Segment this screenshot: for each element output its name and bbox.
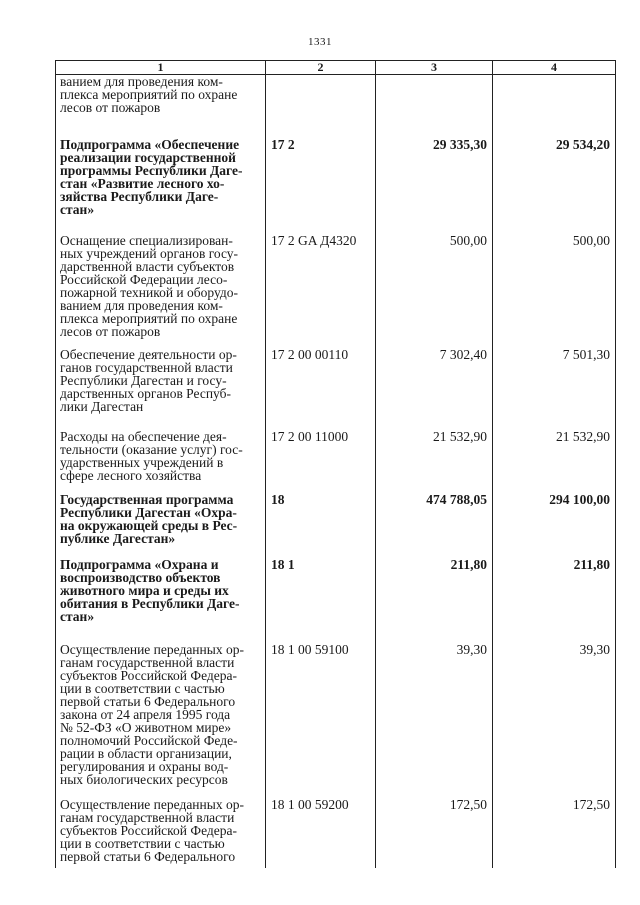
code-cell: 17 2 00 11000 [266, 430, 376, 493]
item-name-line: ванием для проведения ком- [60, 74, 223, 89]
item-name-line: плекса мероприятий по охране [60, 310, 238, 326]
table-row [56, 138, 616, 234]
item-name-line: ции в соответствии с частью [60, 680, 225, 696]
item-name-line: ных биологических ресурсов [60, 771, 228, 787]
item-name-line: стан» [60, 201, 95, 217]
item-name-line: Оснащение специализирован- [60, 232, 233, 248]
column-header-4: 4 [493, 61, 616, 75]
amount-cell-col3: 211,80 [376, 558, 493, 643]
item-name-cell [56, 75, 266, 138]
item-name-cell [56, 138, 266, 234]
table-row [56, 430, 616, 493]
item-name-line: плекса мероприятий по охране [60, 87, 238, 102]
item-name-line: субъектов Российской Федера- [60, 667, 237, 683]
item-name-line: Российской Федерации лесо- [60, 271, 228, 287]
item-name-line: Подпрограмма «Обеспечение [60, 136, 240, 152]
item-name-line: ударственных учреждений в [60, 454, 224, 470]
item-name-line: Подпрограмма «Охрана и [60, 556, 219, 572]
item-name-line: ганов государственной власти [60, 359, 233, 375]
item-name-line: Осуществление переданных ор- [60, 796, 244, 812]
item-name-line: регулирования и охраны вод- [60, 758, 229, 774]
item-name-line: дарственной власти субъектов [60, 258, 235, 274]
table-row [56, 348, 616, 430]
code-cell: 18 [266, 493, 376, 558]
item-name-line: рации в области организации, [60, 745, 232, 761]
page-number: 1331 [308, 36, 332, 48]
amount-cell-col4 [493, 75, 616, 138]
item-name-cell [56, 558, 266, 643]
item-name-line: № 52-ФЗ «О животном мире» [60, 719, 232, 735]
code-cell [266, 75, 376, 138]
amount-cell-col4: 21 532,90 [493, 430, 616, 493]
amount-cell-col4: 500,00 [493, 234, 616, 348]
item-name-line: ции в соответствии с частью [60, 835, 225, 851]
item-name-line: дарственных органов Респуб- [60, 385, 231, 401]
item-name-line: стан «Развитие лесного хо- [60, 175, 225, 191]
table-row [56, 643, 616, 798]
amount-cell-col3 [376, 75, 493, 138]
item-name-line: субъектов Российской Федера- [60, 822, 237, 838]
item-name-line: Расходы на обеспечение дея- [60, 428, 227, 444]
code-cell: 18 1 [266, 558, 376, 643]
item-name-line: Государственная программа [60, 491, 234, 507]
item-name-line: первой статьи 6 Федерального [60, 848, 236, 864]
item-name-line: стан» [60, 608, 95, 624]
amount-cell-col4: 29 534,20 [493, 138, 616, 234]
item-name-line: пожарной техникой и оборудо- [60, 284, 238, 300]
item-name-line: на окружающей среды в Рес- [60, 517, 238, 533]
item-name-cell [56, 348, 266, 430]
amount-cell-col3: 172,50 [376, 798, 493, 868]
item-name-line: обитания в Республики Даге- [60, 595, 240, 611]
item-name-line: лики Дагестан [60, 398, 144, 414]
column-header-3: 3 [376, 61, 493, 75]
amount-cell-col4: 172,50 [493, 798, 616, 868]
amount-cell-col3: 29 335,30 [376, 138, 493, 234]
item-name-line: Республики Дагестан и госу- [60, 372, 227, 388]
item-name-cell [56, 234, 266, 348]
item-name-line: реализации государственной [60, 149, 236, 165]
item-name-line: воспроизводство объектов [60, 569, 221, 585]
item-name-line: тельности (оказание услуг) гос- [60, 441, 243, 457]
code-cell: 18 1 00 59200 [266, 798, 376, 868]
amount-cell-col4: 39,30 [493, 643, 616, 798]
item-name-line: Обеспечение деятельности ор- [60, 346, 237, 362]
item-name-cell [56, 430, 266, 493]
amount-cell-col3: 7 302,40 [376, 348, 493, 430]
item-name-line: ных учреждений органов госу- [60, 245, 239, 261]
column-header-1: 1 [56, 61, 266, 75]
item-name-line: ганам государственной власти [60, 809, 235, 825]
amount-cell-col4: 211,80 [493, 558, 616, 643]
item-name-line: Республики Дагестан «Охра- [60, 504, 237, 520]
table-row [56, 798, 616, 868]
amount-cell-col3: 500,00 [376, 234, 493, 348]
code-cell: 18 1 00 59100 [266, 643, 376, 798]
amount-cell-col3: 39,30 [376, 643, 493, 798]
table-row [56, 493, 616, 558]
code-cell: 17 2 GA Д4320 [266, 234, 376, 348]
item-name-cell [56, 798, 266, 868]
table-row [56, 558, 616, 643]
amount-cell-col3: 474 788,05 [376, 493, 493, 558]
item-name-line: сфере лесного хозяйства [60, 467, 202, 483]
table-row [56, 234, 616, 348]
budget-table [55, 60, 616, 868]
item-name-line: ванием для проведения ком- [60, 297, 223, 313]
amount-cell-col3: 21 532,90 [376, 430, 493, 493]
item-name-line: лесов от пожаров [60, 100, 161, 115]
item-name-line: Осуществление переданных ор- [60, 641, 244, 657]
table-body [56, 75, 616, 868]
amount-cell-col4: 294 100,00 [493, 493, 616, 558]
item-name-line: программы Республики Даге- [60, 162, 243, 178]
header-row [56, 61, 616, 75]
item-name-line: первой статьи 6 Федерального [60, 693, 236, 709]
item-name-line: закона от 24 апреля 1995 года [60, 706, 231, 722]
item-name-cell [56, 493, 266, 558]
amount-cell-col4: 7 501,30 [493, 348, 616, 430]
item-name-line: полномочий Российской Феде- [60, 732, 238, 748]
item-name-line: зяйства Республики Даге- [60, 188, 219, 204]
item-name-cell [56, 643, 266, 798]
code-cell: 17 2 [266, 138, 376, 234]
item-name-line: ганам государственной власти [60, 654, 235, 670]
item-name-line: публике Дагестан» [60, 530, 176, 546]
code-cell: 17 2 00 00110 [266, 348, 376, 430]
item-name-line: животного мира и среды их [60, 582, 229, 598]
table-row [56, 75, 616, 138]
item-name-line: лесов от пожаров [60, 323, 161, 339]
column-header-2: 2 [266, 61, 376, 75]
